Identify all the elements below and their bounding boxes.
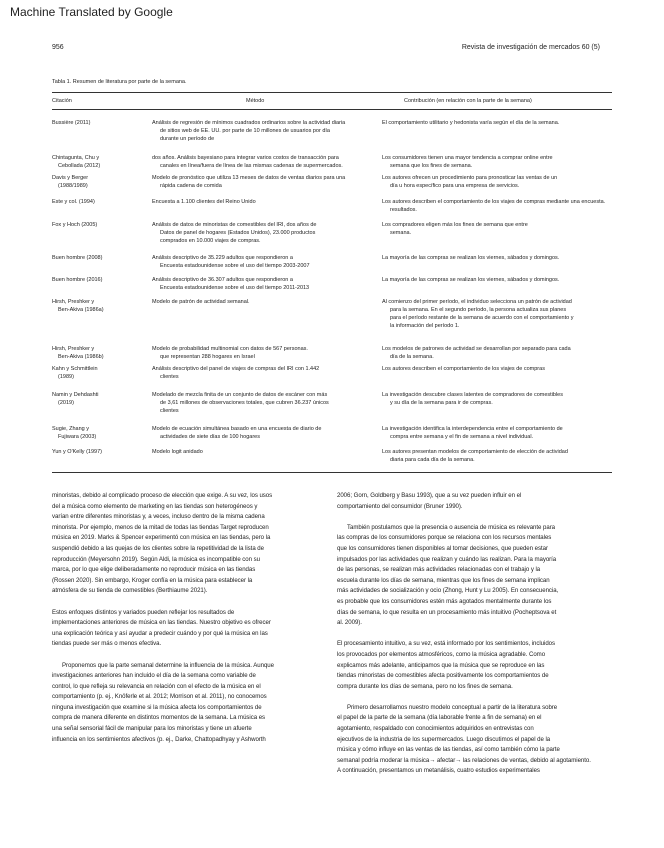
text-line: comportamiento (p. ej., Knöferle et al. 2012; Morrison et al. 2011), no conocemos [52,693,267,701]
cell-line: día u hora específico para una empresa de servicios. [390,183,520,189]
cell-line: Los consumidores tienen una mayor tendencia a comprar online entre [382,155,553,161]
text-line: es probable que los consumidores estén más agotados mentalmente durante los [337,597,552,605]
column-header-method: Método [246,98,265,104]
text-line: escuela durante los días de semana, mientras que los fines de semana implican [337,576,550,584]
cell-line: (2019) [58,400,74,406]
text-line: semanal podría moderar la música→ afectar→ las relaciones de ventas, debido al agotamiento. [337,756,591,764]
cell-line: diaria para cada día de la semana. [390,457,475,463]
cell-line: Encuesta estadounidense sobre el uso del tiempo 2011-2013 [160,285,310,291]
cell-line: La mayoría de las compras se realizan los viernes, sábados y domingos. [382,255,560,261]
method-cell [152,254,372,270]
contribution-cell [382,345,614,361]
text-line: compra de manera diferente en distintos momentos de la semana. La música es [52,714,266,722]
text-line: El procesamiento intuitivo, a su vez, está informado por los sentimientos, incluidos [337,640,555,648]
table-header-rule [52,109,612,110]
page-number: 956 [52,44,64,51]
method-cell [152,365,372,381]
contribution-cell [382,174,614,190]
cell-line: Modelo de pronóstico que utiliza 13 meses de datos de ventas diarios para una [152,175,346,181]
text-line: una explicación teórica y así ayudar a predecir cuándo y por qué la música en las [52,629,268,637]
cell-line: para el período restante de la semana de acuerdo con el comportamiento y [390,315,574,321]
text-line: reproducción (Meyersohn 2019). Según Aldi, la música es incompatible con su [52,555,260,563]
cell-line: clientes [160,408,179,414]
cell-line: que representan 288 hogares en Israel [160,354,255,360]
column-header-citation: Citación [52,98,72,104]
citation-cell [52,391,150,407]
text-line: tiendas minoristas de comestibles afecta positivamente los comportamientos de [337,672,549,680]
text-line: A continuación, presentamos un metanálisis, cuatro estudios experimentales [337,767,540,775]
cell-line: Los modelos de patrones de actividad se desarrollan por separado para cada [382,346,571,352]
cell-line: día de la semana. [390,354,434,360]
text-line: atmósfera de su tienda de comestibles (Berthiaume 2021). [52,587,208,595]
method-cell [152,221,372,245]
cell-line: Buen hombre (2008) [52,255,103,261]
body-column-left [52,491,328,756]
journal-running-header: Revista de investigación de mercados 60 (5) [461,44,600,51]
text-line: influencia en los sentimientos afectivos (p. ej., Darke, Chattopadhyay y Ashworth [52,735,266,743]
paragraph [337,491,613,512]
citation-cell [52,345,150,361]
text-line: el papel de la parte de la semana (día laborable frente a fin de semana) en el [337,714,542,722]
cell-line: La investigación descubre clases latentes de compradores de comestibles [382,392,563,398]
text-line: 2006; Gorn, Goldberg y Basu 1993), que a su vez pueden influir en el [337,492,522,499]
citation-cell [52,198,150,206]
contribution-cell [382,448,614,464]
cell-line: la información del período 1. [390,323,460,329]
text-line: control, lo que refleja su relevancia en relación con el efecto de la música en el [52,682,261,690]
contribution-cell [382,198,614,214]
cell-line: Hirsh, Preshker y [52,346,95,352]
cell-line: resultados. [390,207,417,213]
cell-line: rápida cadena de comida [160,183,222,189]
text-line: música en 2019. Marks & Spencer experimentó con música en las tiendas, pero la [52,534,271,542]
paragraph [337,639,613,692]
machine-translation-banner: Machine Translated by Google [10,5,173,19]
cell-line: Ben-Akiva (1986b) [58,354,104,360]
text-line: (Rossen 2020). Sin embargo, Kroger confía en la música para establecer la [52,576,253,584]
text-line: días de semana, lo que resulta en un procesamiento más intuitivo (Pocheptsova et [337,608,557,616]
citation-cell [52,276,150,284]
cell-line: Los autores describen el comportamiento de los viajes de compras mediante una encuesta. [382,199,606,205]
contribution-cell [382,276,614,284]
citation-cell [52,448,150,456]
text-line: tiendas puede ser más o menos efectiva. [52,640,162,648]
cell-line: Los autores ofrecen un procedimiento para pronosticar las ventas de un [382,175,558,181]
cell-line: Análisis descriptivo del panel de viajes de compras del IRI con 1.442 [152,366,320,372]
cell-line: dos años. Análisis bayesiano para integrar varios costos de transacción para [152,155,339,161]
table-bottom-rule [52,472,612,473]
cell-line: semana que los fines de semana. [390,163,473,169]
cell-line: clientes [160,374,179,380]
contribution-cell [382,154,614,170]
method-cell [152,174,372,190]
paragraph [52,491,328,597]
method-cell [152,298,372,306]
text-line: impulsados por las actividades que realizan y cuándo las realizan. Para la mayoría [337,555,557,563]
contribution-cell [382,298,614,330]
contribution-cell [382,425,614,441]
cell-line: Encuesta estadounidense sobre el uso del tiempo 2003-2007 [160,263,310,269]
text-line: ninguna investigación que examine si la música afecta los comportamientos de [52,703,262,711]
text-line: de las personas, se realizan más actividades relacionadas con el trabajo y la [337,566,541,574]
cell-line: (1989) [58,374,74,380]
method-cell [152,154,372,170]
text-line: los provocados por elementos atmosféricos, como la música agradable. Como [337,650,546,658]
method-cell [152,448,372,456]
citation-cell [52,365,150,381]
citation-cell [52,298,150,314]
cell-line: Análisis de datos de minoristas de comestibles del IRI, dos años de [152,222,317,228]
cell-line: de 3,61 millones de observaciones totales, que cubren 36.237 únicos [160,400,329,406]
cell-line: Ben-Akiva (1986a) [58,307,104,313]
method-cell [152,391,372,415]
method-cell [152,198,372,206]
method-cell [152,119,372,143]
text-line: implementaciones anteriores de música en las tiendas. Nuestro objetivo es ofrecer [52,619,271,627]
cell-line: Buen hombre (2016) [52,277,103,283]
cell-line: Análisis de regresión de mínimos cuadrados ordinarios sobre la actividad diaria [152,120,346,126]
body-column-right [337,491,613,788]
method-cell [152,345,372,361]
cell-line: Yun y O'Kelly (1997) [52,449,102,455]
cell-line: de sitios web de EE. UU. por parte de 10 millones de usuarios por día [160,128,330,134]
cell-line: Modelo de ecuación simultánea basado en una encuesta de diario de [152,426,322,432]
text-line: ejecutivos de la industria de los supermercados. Luego discutimos el papel de la [337,735,551,743]
text-line: las compras de los consumidores porque se relaciona con los recursos mentales [337,534,552,542]
text-line: También postulamos que la presencia o ausencia de música es relevante para [347,523,556,531]
cell-line: Fujiwara (2003) [58,434,97,440]
cell-line: Sugie, Zhang y [52,426,89,432]
citation-cell [52,425,150,441]
text-line: agotamiento, respaldado con conocimientos adquiridos en entrevistas con [337,725,534,733]
text-line: explicamos más adelante, anticipamos que la música que se reproduce en las [337,661,545,669]
text-line: Estos enfoques distintos y variados pueden reflejar los resultados de [52,608,235,616]
cell-line: Bussière (2011) [52,120,91,126]
cell-line: Encuesta a 1.100 clientes del Reino Unido [152,199,256,205]
text-line: minoristas, debido al complicado proceso de elección que exige. A su vez, los usos [52,492,273,499]
cell-line: Davis y Berger [52,175,89,181]
text-line: música y cómo influye en las ventas de las tiendas, así como también cómo la parte [337,746,560,754]
text-line: varían entre diferentes minoristas y, a veces, incluso dentro de la misma cadena [52,513,265,521]
column-header-contribution: Contribución (en relación con la parte de la semana) [404,98,532,104]
contribution-cell [382,119,614,127]
text-line: investigaciones anteriores han incluido el día de la semana como variable de [52,672,256,680]
cell-line: Datos de panel de hogares (Estados Unidos), 23.000 productos [160,230,316,236]
cell-line: La investigación identifica la interdependencia entre el comportamiento de [382,426,563,432]
text-line: Proponemos que la parte semanal determine la influencia de la música. Aunque [62,661,274,669]
paragraph [337,703,613,777]
cell-line: Hirsh, Preshker y [52,299,95,305]
citation-cell [52,221,150,229]
citation-cell [52,254,150,262]
cell-line: Modelo de patrón de actividad semanal. [152,299,250,305]
method-cell [152,276,372,292]
text-line: del a música como elemento de marketing en las tiendas son heterogéneos y [52,502,258,510]
cell-line: La mayoría de las compras se realizan los viernes, sábados y domingos. [382,277,560,283]
contribution-cell [382,254,614,262]
cell-line: Los compradores eligen más los fines de semana que entre [382,222,528,228]
cell-line: semana. [390,230,412,236]
text-line: más actividades de socialización y ocio (Zhong, Hunt y Lu 2005). En consecuencia, [337,587,559,595]
text-line: comportamiento del consumidor (Bruner 1990). [337,502,463,510]
paragraph [337,523,613,629]
cell-line: Modelado de mezcla finita de un conjunto de datos de escáner con más [152,392,328,398]
citation-cell [52,119,150,127]
paragraph [52,608,328,650]
text-line: minorista. Por ejemplo, menos de la mitad de todas las tiendas Target reproducen [52,523,269,531]
cell-line: Modelo logit anidado [152,449,203,455]
cell-line: actividades de siete días de 100 hogares [160,434,260,440]
text-line: al. 2009). [337,619,362,627]
contribution-cell [382,391,614,407]
cell-line: y su día de la semana para ir de compras. [390,400,493,406]
cell-line: Este y col. (1994) [52,199,95,205]
cell-line: Los autores describen el comportamiento de los viajes de compras [382,366,545,372]
cell-line: (1988/1989) [58,183,88,189]
text-line: compra durante los días de semana, pero no los fines de semana. [337,682,513,690]
cell-line: durante un período de [160,136,215,142]
cell-line: Análisis descriptivo de 35.229 adultos que respondieron a [152,255,293,261]
cell-line: compra entre semana y el fin de semana a nivel individual. [390,434,534,440]
cell-line: para la semana. En el segundo período, la persona actualiza sus planes [390,307,567,313]
cell-line: Chintagunta, Chu y [52,155,100,161]
cell-line: comprados en 10.000 viajes de compras. [160,238,261,244]
cell-line: Namin y Dehdashti [52,392,99,398]
paragraph [52,661,328,746]
cell-line: Fox y Hoch (2005) [52,222,98,228]
cell-line: Cebollada (2012) [58,163,101,169]
cell-line: Al comienzo del primer período, el individuo selecciona un patrón de actividad [382,299,572,305]
contribution-cell [382,221,614,237]
citation-cell [52,154,150,170]
method-cell [152,425,372,441]
cell-line: El comportamiento utilitario y hedonista varía según el día de la semana. [382,120,560,126]
cell-line: canales en línea/fuera de línea de las mismas cadenas de supermercados. [160,163,343,169]
text-line: una señal sensorial fácil de manipular para los minoristas y tiene un afuerte [52,725,252,733]
cell-line: Análisis descriptivo de 36.307 adultos que respondieron a [152,277,293,283]
table-top-rule [52,92,612,93]
text-line: que los consumidores tienen disponibles al tomar decisiones, que pueden estar [337,544,548,552]
cell-line: Modelo de probabilidad multinomial con datos de 567 personas. [152,346,308,352]
text-line: marca, por lo que elige deliberadamente no reproducir música en las tiendas [52,566,256,574]
text-line: Primero desarrollamos nuestro modelo conceptual a partir de la literatura sobre [347,703,558,711]
cell-line: Kahn y Schmittlein [52,366,98,372]
table-caption: Tabla 1. Resumen de literatura por parte de la semana. [52,79,187,85]
citation-cell [52,174,150,190]
cell-line: Los autores presentan modelos de comportamiento de elección de actividad [382,449,568,455]
contribution-cell [382,365,614,373]
text-line: suspendió debido a las quejas de los clientes sobre la repetitividad de la lista de [52,544,264,552]
